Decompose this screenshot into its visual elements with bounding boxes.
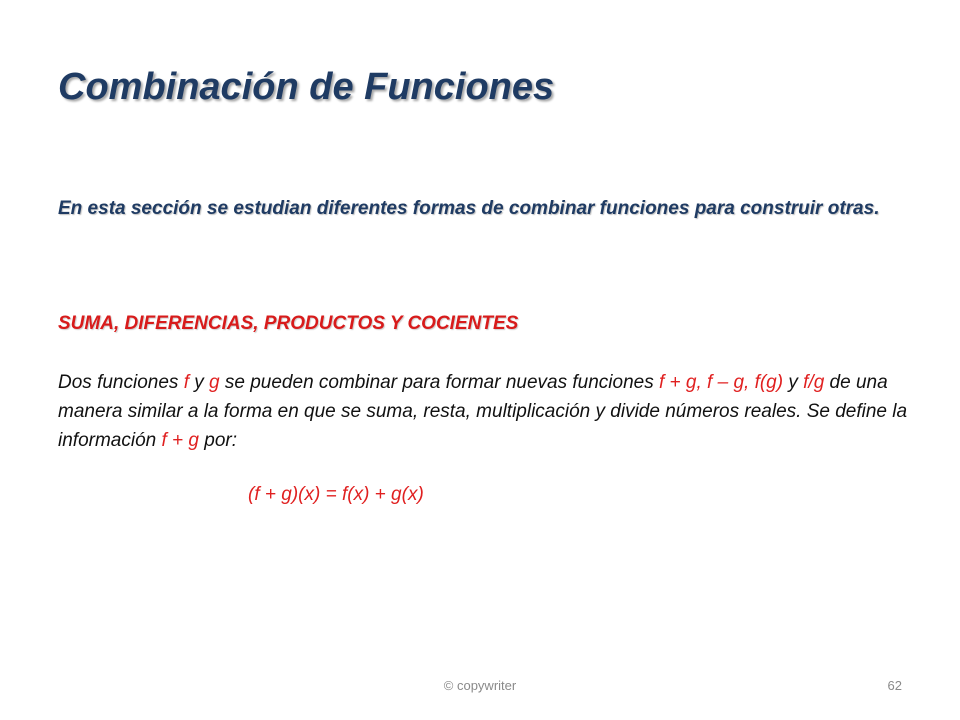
- body-text-segment: y: [188, 372, 210, 393]
- function-quotient: f/g: [803, 372, 825, 393]
- body-text-segment: y: [783, 372, 804, 393]
- section-subheading: SUMA, DIFERENCIAS, PRODUCTOS Y COCIENTES: [58, 313, 519, 334]
- function-g: g: [209, 372, 220, 393]
- footer-copyright: © copywriter: [443, 678, 517, 693]
- slide-number: 62: [887, 678, 902, 693]
- intro-text: En esta sección se estudian diferentes formas de combinar funciones para construir otras.: [58, 198, 880, 219]
- body-text-segment: Dos funciones: [58, 372, 184, 393]
- body-text-segment: por:: [199, 430, 238, 451]
- body-paragraph: [58, 368, 908, 455]
- body-text-segment: de una manera similar a la forma en que se suma, resta, multiplicación y divide números reales. Se define la información: [58, 372, 908, 451]
- slide-title: Combinación de Funciones: [58, 66, 555, 108]
- sum-formula: (f + g)(x) = f(x) + g(x): [248, 484, 424, 505]
- function-sum: f + g: [161, 430, 199, 451]
- body-text-segment: se pueden combinar para formar nuevas funciones: [219, 372, 659, 393]
- function-f: f: [183, 372, 189, 393]
- function-operations: f + g, f – g, f(g): [658, 372, 784, 393]
